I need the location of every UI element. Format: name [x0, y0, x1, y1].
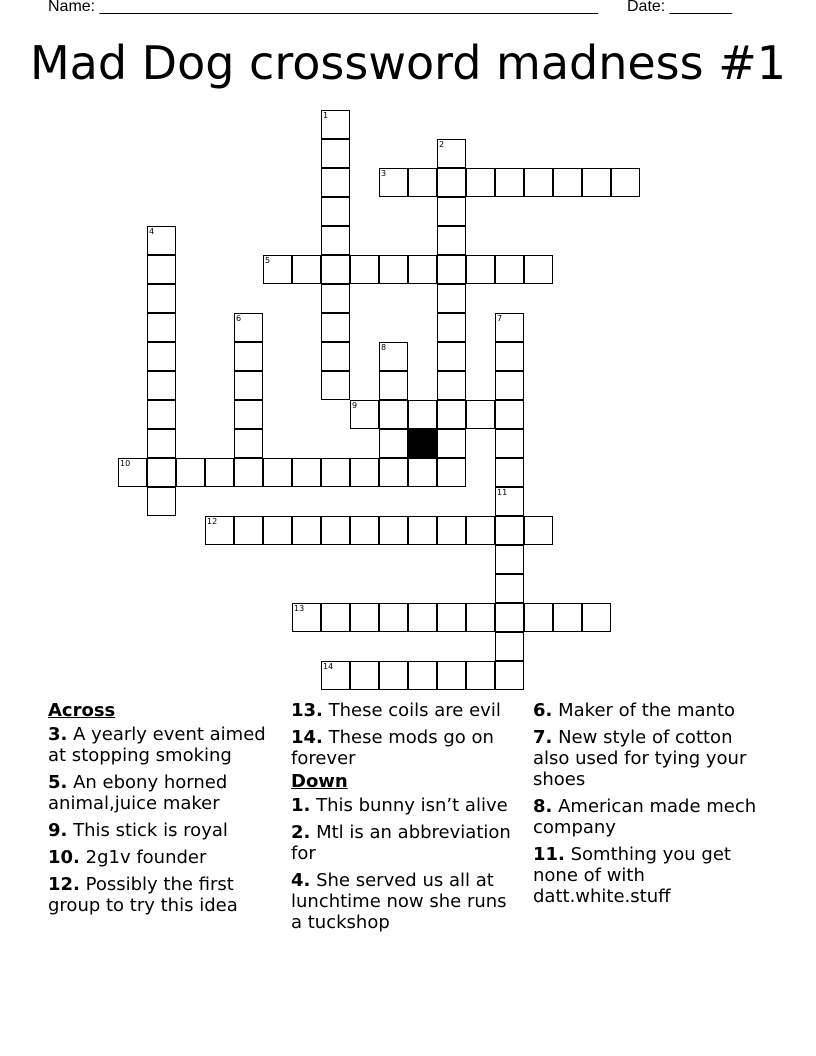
grid-cell[interactable] — [495, 313, 524, 342]
clue-item — [533, 844, 768, 907]
grid-cell[interactable] — [495, 545, 524, 574]
grid-cell[interactable] — [147, 458, 176, 487]
clue-number: 5. — [48, 772, 68, 793]
grid-cell[interactable] — [321, 197, 350, 226]
grid-cell[interactable] — [350, 516, 379, 545]
clue-number: 1. — [291, 795, 311, 816]
name-field[interactable]: Name: ________________________________________________________ — [48, 0, 598, 15]
cell-number: 11 — [497, 488, 508, 497]
grid-cell[interactable] — [611, 168, 640, 197]
grid-cell[interactable] — [263, 516, 292, 545]
grid-cell[interactable] — [437, 400, 466, 429]
clue-text: Possibly the first group to try this idea — [48, 874, 238, 916]
clue-text: American made mech company — [533, 796, 757, 838]
grid-cell[interactable] — [321, 110, 350, 139]
grid-cell[interactable] — [263, 255, 292, 284]
clue-text: This bunny isn’t alive — [310, 795, 508, 816]
grid-cell[interactable] — [408, 516, 437, 545]
grid-cell[interactable] — [321, 139, 350, 168]
grid-cell[interactable] — [379, 429, 408, 458]
grid-cell[interactable] — [234, 458, 263, 487]
grid-cell[interactable] — [292, 255, 321, 284]
grid-cell[interactable] — [466, 255, 495, 284]
clue-text: Somthing you get none of with datt.white.stuff — [533, 844, 731, 907]
page-title: Mad Dog crossword madness #1 — [29, 36, 787, 90]
grid-cell[interactable] — [437, 516, 466, 545]
clue-number: 10. — [48, 847, 80, 868]
clue-number: 7. — [533, 727, 553, 748]
cell-number: 12 — [207, 517, 218, 526]
clue-text: An ebony horned animal,juice maker — [48, 772, 228, 814]
grid-cell[interactable] — [437, 458, 466, 487]
grid-cell[interactable] — [466, 516, 495, 545]
grid-cell[interactable] — [321, 371, 350, 400]
clue-number: 11. — [533, 844, 565, 865]
grid-cell[interactable] — [321, 284, 350, 313]
cell-number: 3 — [381, 169, 387, 178]
clue-number: 4. — [291, 870, 311, 891]
grid-cell[interactable] — [437, 284, 466, 313]
grid-cell[interactable] — [147, 255, 176, 284]
grid-cell[interactable] — [524, 516, 553, 545]
grid-cell[interactable] — [234, 429, 263, 458]
grid-cell[interactable] — [466, 168, 495, 197]
grid-cell[interactable] — [234, 371, 263, 400]
clue-item — [291, 700, 521, 721]
grid-cell[interactable] — [176, 458, 205, 487]
grid-cell[interactable] — [495, 516, 524, 545]
grid-cell[interactable] — [205, 458, 234, 487]
grid-cell[interactable] — [495, 603, 524, 632]
grid-cell[interactable] — [379, 400, 408, 429]
grid-cell[interactable] — [408, 400, 437, 429]
clue-item — [533, 796, 768, 838]
grid-cell[interactable] — [408, 168, 437, 197]
grid-cell[interactable] — [495, 255, 524, 284]
grid-cell[interactable] — [321, 342, 350, 371]
grid-cell[interactable] — [350, 458, 379, 487]
grid-cell[interactable] — [437, 226, 466, 255]
clue-text: These coils are evil — [322, 700, 501, 721]
grid-cell[interactable] — [495, 574, 524, 603]
grid-cell[interactable] — [466, 603, 495, 632]
grid-cell[interactable] — [292, 516, 321, 545]
grid-cell[interactable] — [495, 342, 524, 371]
grid-cell[interactable] — [379, 516, 408, 545]
grid-cell[interactable] — [147, 342, 176, 371]
grid-cell[interactable] — [495, 487, 524, 516]
grid-cell[interactable] — [495, 458, 524, 487]
clue-item — [48, 874, 273, 916]
grid-cell[interactable] — [408, 255, 437, 284]
grid-cell[interactable] — [495, 661, 524, 690]
cell-number: 7 — [497, 314, 503, 323]
grid-cell[interactable] — [118, 458, 147, 487]
grid-cell[interactable] — [553, 603, 582, 632]
grid-cell[interactable] — [379, 168, 408, 197]
grid-cell[interactable] — [321, 603, 350, 632]
cell-number: 8 — [381, 343, 387, 352]
clue-number: 12. — [48, 874, 80, 895]
date-field[interactable]: Date: _______ — [627, 0, 732, 15]
grid-cell[interactable] — [582, 168, 611, 197]
grid-cell[interactable] — [495, 429, 524, 458]
grid-cell[interactable] — [263, 458, 292, 487]
grid-cell-black — [408, 429, 437, 458]
grid-cell[interactable] — [437, 168, 466, 197]
cell-number: 2 — [439, 140, 445, 149]
cell-number: 4 — [149, 227, 155, 236]
clue-item — [48, 772, 273, 814]
clues-column-3 — [533, 700, 768, 913]
grid-cell[interactable] — [524, 255, 553, 284]
grid-cell[interactable] — [495, 400, 524, 429]
clue-text: New style of cotton also used for tying your shoes — [533, 727, 747, 790]
grid-cell[interactable] — [495, 632, 524, 661]
grid-cell[interactable] — [379, 371, 408, 400]
grid-cell[interactable] — [205, 516, 234, 545]
grid-cell[interactable] — [437, 603, 466, 632]
cell-number: 13 — [294, 604, 305, 613]
grid-cell[interactable] — [437, 429, 466, 458]
grid-cell[interactable] — [321, 168, 350, 197]
grid-cell[interactable] — [553, 168, 582, 197]
grid-cell[interactable] — [321, 226, 350, 255]
grid-cell[interactable] — [408, 661, 437, 690]
grid-cell[interactable] — [379, 342, 408, 371]
clue-text: These mods go on forever — [291, 727, 494, 769]
grid-cell[interactable] — [495, 168, 524, 197]
grid-cell[interactable] — [321, 661, 350, 690]
grid-cell[interactable] — [321, 458, 350, 487]
clue-number: 3. — [48, 724, 68, 745]
grid-cell[interactable] — [234, 313, 263, 342]
grid-cell[interactable] — [350, 400, 379, 429]
grid-cell[interactable] — [321, 313, 350, 342]
clue-text: 2g1v founder — [79, 847, 207, 868]
grid-cell[interactable] — [437, 313, 466, 342]
grid-cell[interactable] — [147, 284, 176, 313]
clues-column-1 — [48, 700, 273, 922]
cell-number: 14 — [323, 662, 334, 671]
grid-cell[interactable] — [321, 516, 350, 545]
grid-cell[interactable] — [234, 400, 263, 429]
grid-cell[interactable] — [437, 255, 466, 284]
clue-item — [291, 870, 521, 933]
clue-number: 13. — [291, 700, 323, 721]
down-heading: Down — [291, 771, 348, 792]
clue-text: Mtl is an abbreviation for — [291, 822, 511, 864]
grid-cell[interactable] — [292, 603, 321, 632]
grid-cell[interactable] — [350, 661, 379, 690]
clue-number: 8. — [533, 796, 553, 817]
clue-item — [48, 820, 273, 841]
cell-number: 1 — [323, 111, 329, 120]
cell-number: 9 — [352, 401, 358, 410]
grid-cell[interactable] — [147, 226, 176, 255]
grid-cell[interactable] — [292, 458, 321, 487]
grid-cell[interactable] — [408, 603, 437, 632]
clues-column-2 — [291, 700, 521, 939]
clue-number: 2. — [291, 822, 311, 843]
grid-cell[interactable] — [147, 313, 176, 342]
grid-cell[interactable] — [350, 603, 379, 632]
grid-cell[interactable] — [147, 400, 176, 429]
grid-cell[interactable] — [147, 429, 176, 458]
clue-number: 9. — [48, 820, 68, 841]
clue-number: 14. — [291, 727, 323, 748]
cell-number: 10 — [120, 459, 131, 468]
grid-cell[interactable] — [408, 458, 437, 487]
across-heading: Across — [48, 700, 116, 721]
cell-number: 6 — [236, 314, 242, 323]
grid-cell[interactable] — [350, 255, 379, 284]
clue-item — [48, 847, 273, 868]
grid-cell[interactable] — [524, 168, 553, 197]
grid-cell[interactable] — [437, 197, 466, 226]
grid-cell[interactable] — [379, 603, 408, 632]
clue-text: This stick is royal — [67, 820, 228, 841]
grid-cell[interactable] — [321, 255, 350, 284]
clue-item — [291, 727, 521, 769]
clue-item — [533, 700, 768, 721]
grid-cell[interactable] — [234, 516, 263, 545]
clue-text: Maker of the manto — [552, 700, 736, 721]
cell-number: 5 — [265, 256, 271, 265]
clue-item — [533, 727, 768, 790]
grid-cell[interactable] — [524, 603, 553, 632]
grid-cell[interactable] — [466, 661, 495, 690]
grid-cell[interactable] — [379, 255, 408, 284]
grid-cell[interactable] — [495, 371, 524, 400]
clue-item — [48, 724, 273, 766]
clue-text: She served us all at lunchtime now she runs a tuckshop — [291, 870, 507, 933]
grid-cell[interactable] — [466, 400, 495, 429]
grid-cell[interactable] — [437, 661, 466, 690]
clue-text: A yearly event aimed at stopping smoking — [48, 724, 266, 766]
clue-number: 6. — [533, 700, 553, 721]
grid-cell[interactable] — [437, 371, 466, 400]
grid-cell[interactable] — [437, 342, 466, 371]
grid-cell[interactable] — [437, 139, 466, 168]
grid-cell[interactable] — [234, 342, 263, 371]
grid-cell[interactable] — [147, 371, 176, 400]
grid-cell[interactable] — [147, 487, 176, 516]
grid-cell[interactable] — [379, 661, 408, 690]
clue-item — [291, 822, 521, 864]
clue-item — [291, 795, 521, 816]
grid-cell[interactable] — [582, 603, 611, 632]
grid-cell[interactable] — [379, 458, 408, 487]
